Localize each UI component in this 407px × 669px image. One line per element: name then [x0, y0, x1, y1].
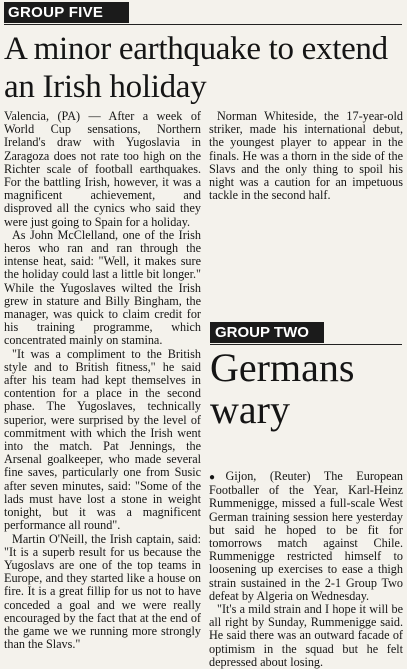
- article-column-2: [209, 110, 403, 202]
- article-paragraph: Valencia, (PA) — After a week of World Cup sensations, Northern Ireland's draw with Yugoslavia in Zaragoza does not rate too high on the Richter scale of football earthquakes. For the battling Irish, however, it was a magnificent achievement, and disproved all the cynics who said they were just going to Spain for a holiday.: [4, 109, 201, 229]
- bullet-icon: ●: [209, 472, 226, 483]
- article-paragraph-text: Gijon, (Reuter) The European Footballer of the Year, Karl-Heinz Rummenigge, missed a full-scale West German training session here yesterday but said he hoped to be fit for tomorrows match against Chile. Rummenigge restricted himself to loosening up exercises to ease a thigh strain sustained in the 2-1 Group Two defeat by Algeria on Wednesday.: [209, 469, 403, 603]
- article-paragraph: Martin O'Neill, the Irish captain, said: "It is a superb result for us because the Yugoslavs are one of the top teams in Europe, and they started like a house on fire. It is a great fillip for us not to have conceded a goal and we were really encouraged by the fact that at the end of the game we we running more strongly than the Slavs.": [4, 531, 201, 652]
- article-paragraph: "It's a mild strain and I hope it will be all right by Sunday, Rummenigge said. He said there was an outward facade of optimism in the squad but he felt depressed about losing.: [209, 602, 403, 669]
- divider: [4, 24, 402, 25]
- sub-article-column: [209, 470, 403, 669]
- article-paragraph: As John McClelland, one of the Irish heros who ran and ran through the intense heat, said: "Well, it makes sure the holiday could last a little bit longer." While the Yugoslaves wilted the Irish grew in stature and Billy Bingham, the manager, was quick to claim credit for his training programme, which concentrated mainly on stamina.: [4, 227, 201, 348]
- article-paragraph: [209, 470, 403, 603]
- sub-article-headline: Germans wary: [210, 345, 355, 432]
- section-label-group-two: GROUP TWO: [210, 322, 324, 343]
- article-paragraph: "It was a compliment to the British style and to British fitness," he said after his team had kept themselves in contention for a place in the second phase. The Yugoslaves, technically superior, were surprised by the level of commitment with which the Irish went into the match. Pat Jennings, the Arsenal goalkeeper, who made several fine saves, particularly one from Susic after seven minutes, said: "Some of the lads must have lost a stone in weight tonight, but it was a magnificent performance all round".: [4, 346, 201, 533]
- article-paragraph: Norman Whiteside, the 17-year-old striker, made his international debut, the youngest player to appear in the finals. He was a thorn in the side of the Slavs and the only thing to spoil his night was a caution for an impetuous tackle in the second half.: [209, 109, 403, 203]
- section-label-group-five: GROUP FIVE: [4, 2, 129, 23]
- article-headline: A minor earthquake to extend an Irish holiday: [4, 31, 388, 105]
- article-column-1: [4, 110, 201, 651]
